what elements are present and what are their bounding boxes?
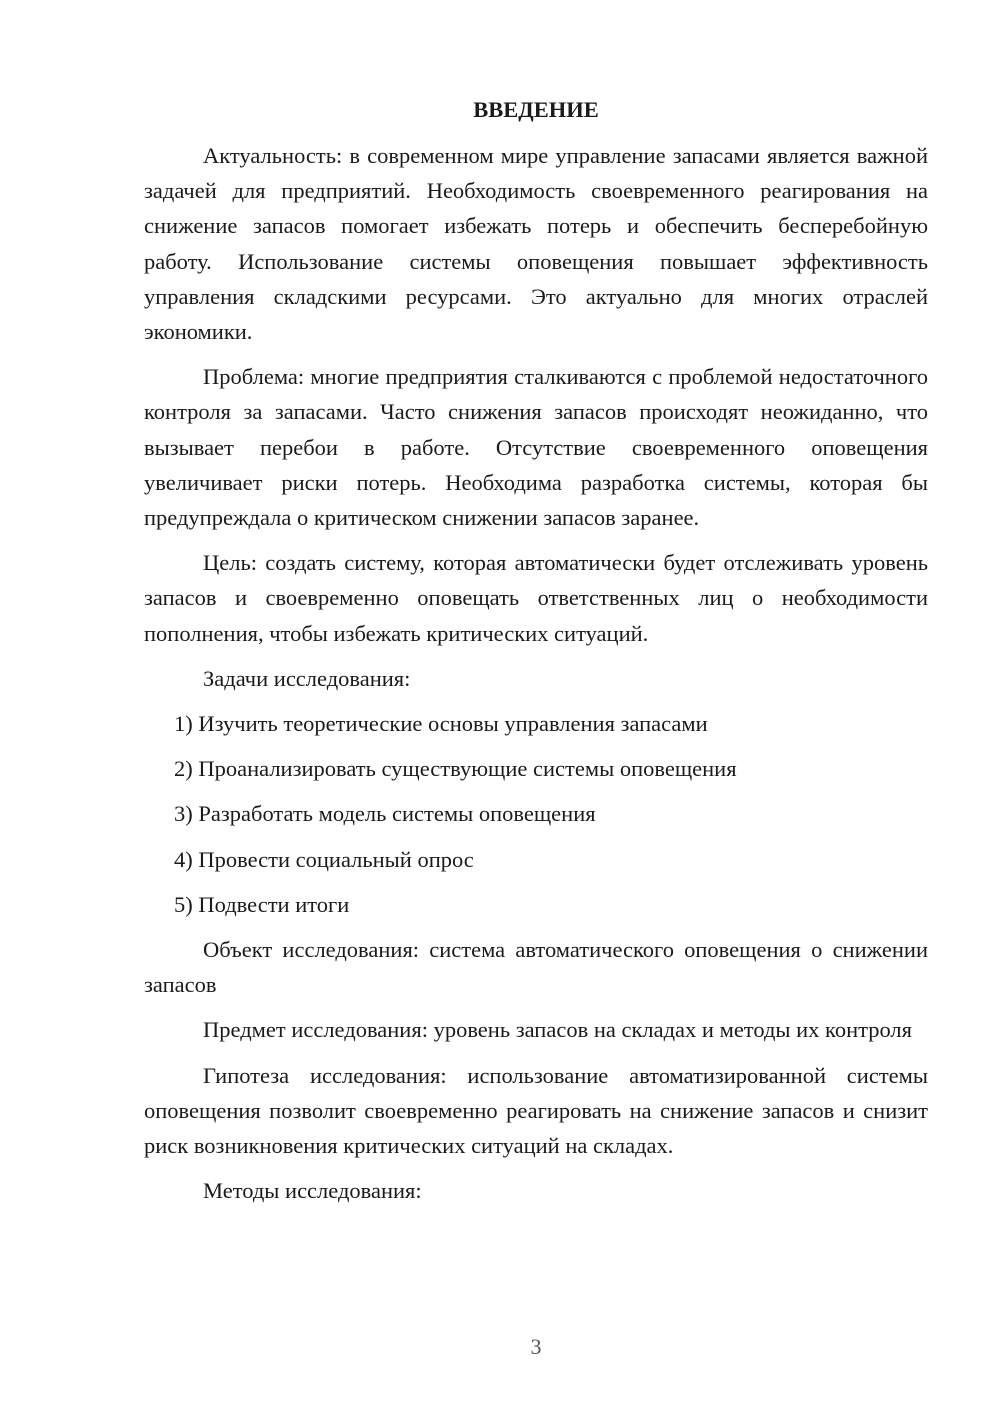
paragraph-object: Объект исследования: система автоматического оповещения о снижении запасов bbox=[144, 937, 928, 998]
page-number: 3 bbox=[530, 1334, 542, 1359]
tasks-list bbox=[144, 706, 928, 922]
paragraph-problem: Проблема: многие предприятия сталкиваются с проблемой недостаточного контроля за запасами. Часто снижения запасов происходят неожиданно, что вызывает перебои в работе. Отсутствие своевременного оповещения увеличивает риски потерь. Необходима разработка системы, которая бы предупреждала о критическом снижении запасов заранее. bbox=[144, 364, 928, 531]
list-item: 3) Разработать модель системы оповещения bbox=[174, 801, 596, 827]
list-item: 1) Изучить теоретические основы управления запасами bbox=[174, 711, 708, 737]
list-item: 4) Провести социальный опрос bbox=[174, 846, 474, 872]
section-heading: ВВЕДЕНИЕ bbox=[473, 97, 599, 122]
list-item: 2) Проанализировать существующие системы оповещения bbox=[174, 756, 737, 782]
list-item: 5) Подвести итоги bbox=[174, 891, 350, 917]
paragraph-subject: Предмет исследования: уровень запасов на складах и методы их контроля bbox=[203, 1017, 913, 1043]
paragraph-relevance: Актуальность: в современном мире управление запасами является важной задачей для предприятий. Необходимость своевременного реагирования на снижение запасов помогает избежать потерь и обеспечить бесперебойную работу. Использование системы оповещения повышает эффективность управления складскими ресурсами. Это актуально для многих отраслей экономики. bbox=[144, 143, 928, 345]
paragraph-hypothesis: Гипотеза исследования: использование автоматизированной системы оповещения позволит своевременно реагировать на снижение запасов и снизит риск возникновения критических ситуаций на складах. bbox=[144, 1062, 928, 1159]
document-page bbox=[144, 92, 928, 1218]
tasks-intro: Задачи исследования: bbox=[203, 665, 411, 691]
methods-intro: Методы исследования: bbox=[203, 1178, 422, 1204]
paragraph-goal: Цель: создать систему, которая автоматически будет отслеживать уровень запасов и своевременно оповещать ответственных лиц о необходимости пополнения, чтобы избежать критических ситуаций. bbox=[144, 550, 928, 646]
